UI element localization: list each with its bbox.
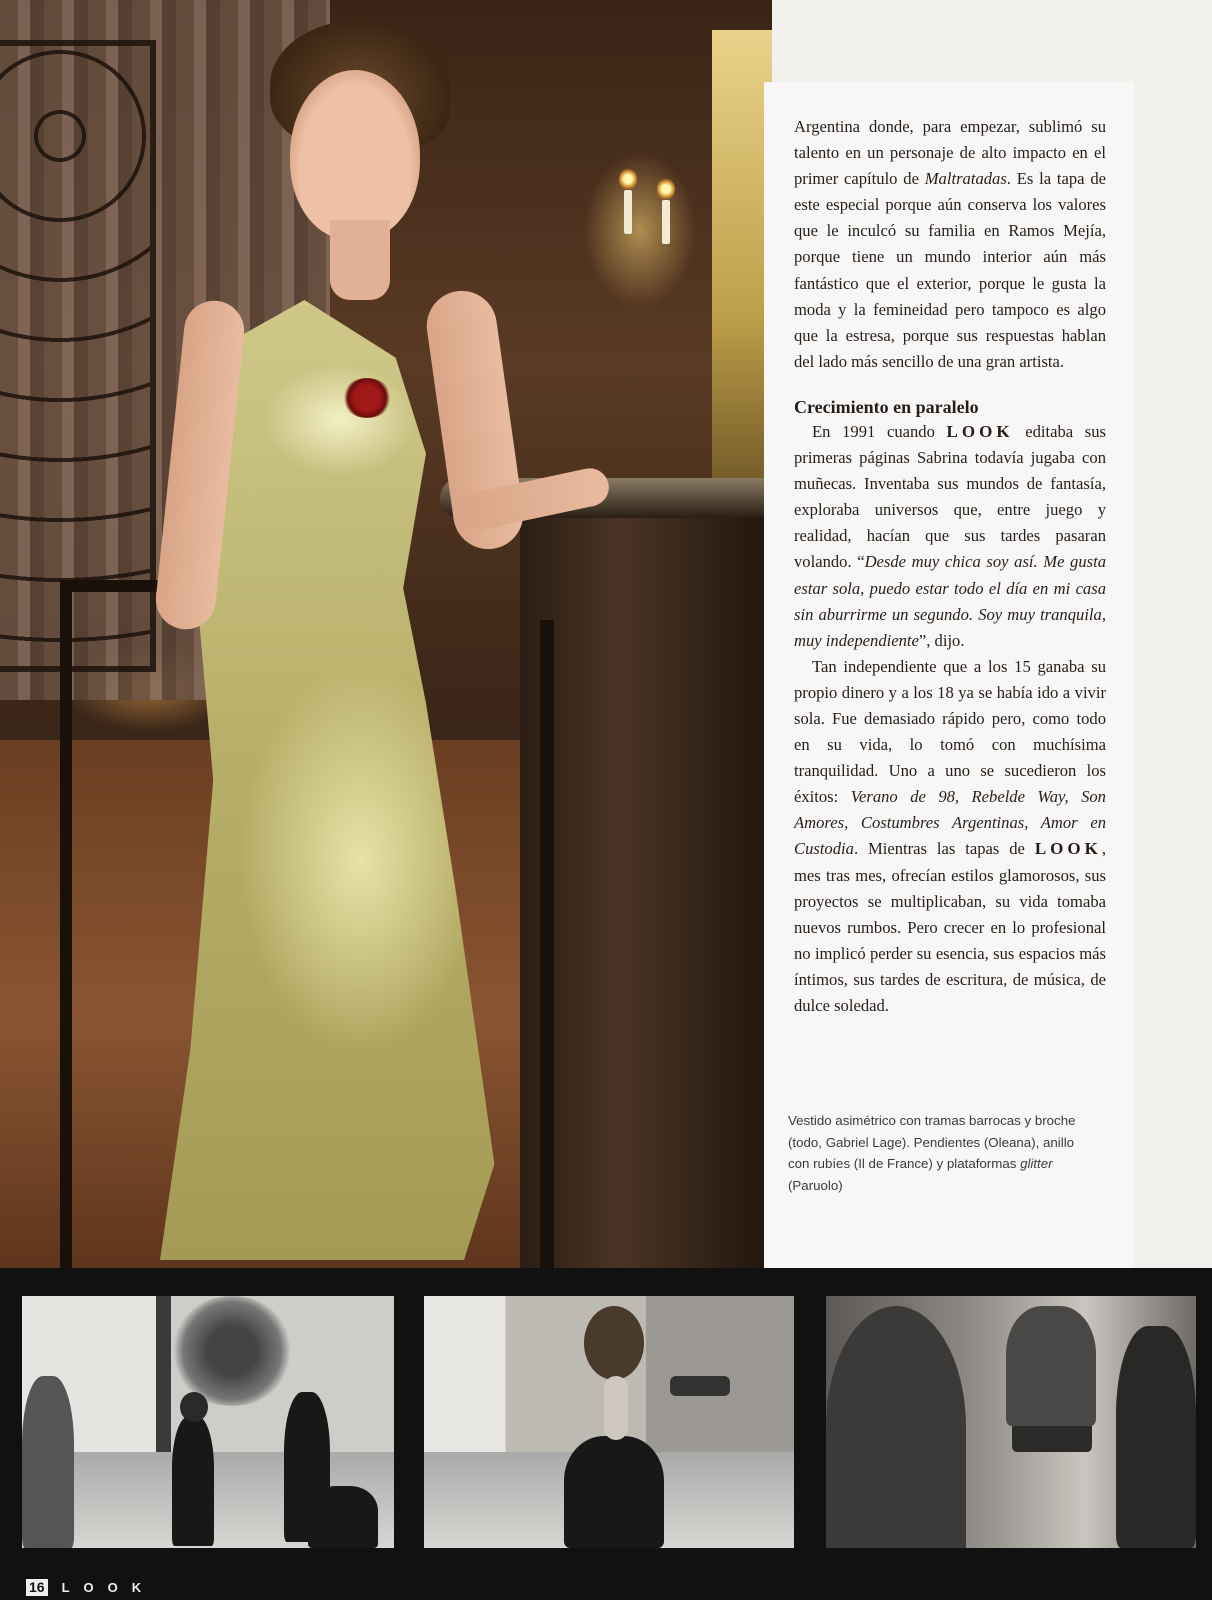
stool-leg <box>540 620 554 1292</box>
text-run: , mes tras mes, ofrecían estilos glamorosos, sus proyectos se multiplicaban, su vida tomaba nuevos rumbos. Pero crecer en lo profesional no implicó perder su esencia, sus espacios más íntimos, sus tardes de escritura, de música, de dulce soledad. <box>794 839 1106 1015</box>
text-run: ”, dijo. <box>918 630 965 650</box>
iron-gate <box>0 40 156 672</box>
person-foreground <box>826 1306 966 1548</box>
model-head <box>180 1392 208 1422</box>
magazine-logo: LOOK <box>61 1579 156 1595</box>
model-figure <box>172 1416 214 1546</box>
article-paragraph <box>794 654 1106 1019</box>
caption-text: Vestido asimétrico con tramas barrocas y broche (todo, Gabriel Lage). Pendientes (Oleana), anillo con rubíes (Il de France) y plataformas <box>788 1113 1076 1171</box>
candle <box>624 190 632 234</box>
person-background <box>1006 1306 1096 1426</box>
neck <box>330 220 390 300</box>
person <box>1116 1326 1196 1548</box>
magazine-name: LOOK <box>946 421 1014 441</box>
neck <box>604 1376 628 1440</box>
article-body <box>794 114 1106 1019</box>
bw-photo-camera <box>826 1296 1196 1548</box>
ruby-brooch <box>342 378 392 418</box>
show-title: Maltratadas <box>924 169 1007 189</box>
model-face <box>290 70 420 240</box>
bar-shelf <box>712 30 772 500</box>
tree <box>172 1296 292 1406</box>
text-run: editaba sus primeras páginas Sabrina todavía jugaba con muñecas. Inventaba sus mundos de fantasía, exploraba universos que, entre juego y realidad, hacían que sus tardes pasaran volando. “ <box>794 421 1106 572</box>
model-head <box>584 1306 644 1380</box>
caption-text: (Paruolo) <box>788 1177 843 1193</box>
photo-caption <box>788 1110 1078 1196</box>
bw-photo-street <box>22 1296 394 1548</box>
magazine-name: LOOK <box>1034 839 1102 859</box>
person <box>22 1376 74 1548</box>
text-run: . Mientras las tapas de <box>853 839 1035 859</box>
text-run: Tan independiente que a los 15 ganaba su propio dinero y a los 18 ya se había ido a vivir sola. Fue demasiado rápido pero, como todo en su vida, lo tomó con muchísima tranquilidad. Uno a uno se sucedieron los éxitos: <box>794 656 1106 807</box>
text-run: En 1991 cuando <box>812 421 947 441</box>
show-titles: Verano de 98, Rebelde Way, Son Amores, Costumbres Argentinas, Amor en Custodia <box>794 787 1106 859</box>
text-run: . Es la tapa de este especial porque aún conserva los valores que le inculcó su familia en Ramos Mejía, porque tiene un mundo interior aún más fantástico que el exterior, porque le gusta la moda y la femineidad pero tampoco es algo que la estresa, porque sus respuestas hablan del lado más sencillo de una gran artista. <box>794 169 1106 371</box>
stool-leg <box>60 580 72 1292</box>
candle <box>662 200 670 244</box>
car <box>670 1376 730 1396</box>
model-figure <box>564 1436 664 1548</box>
text-run: Argentina donde, para empezar, sublimó su talento en un personaje de alto impacto en el primer capítulo de <box>794 117 1106 189</box>
quote: Desde muy chica soy así. Me gusta estar sola, puedo estar todo el día en mi casa sin aburrirme un segundo. Soy muy tranquila, muy independiente <box>794 552 1107 650</box>
bar-counter <box>520 510 772 1292</box>
page-number: 16 <box>26 1579 48 1596</box>
section-heading: Crecimiento en paralelo <box>794 396 979 417</box>
page-footer <box>26 1578 155 1596</box>
bw-photo-pose <box>424 1296 794 1548</box>
crouching-person <box>308 1486 378 1548</box>
article-paragraph <box>794 419 1106 654</box>
caption-italic: glitter <box>1020 1156 1053 1171</box>
article-paragraph <box>794 114 1106 375</box>
